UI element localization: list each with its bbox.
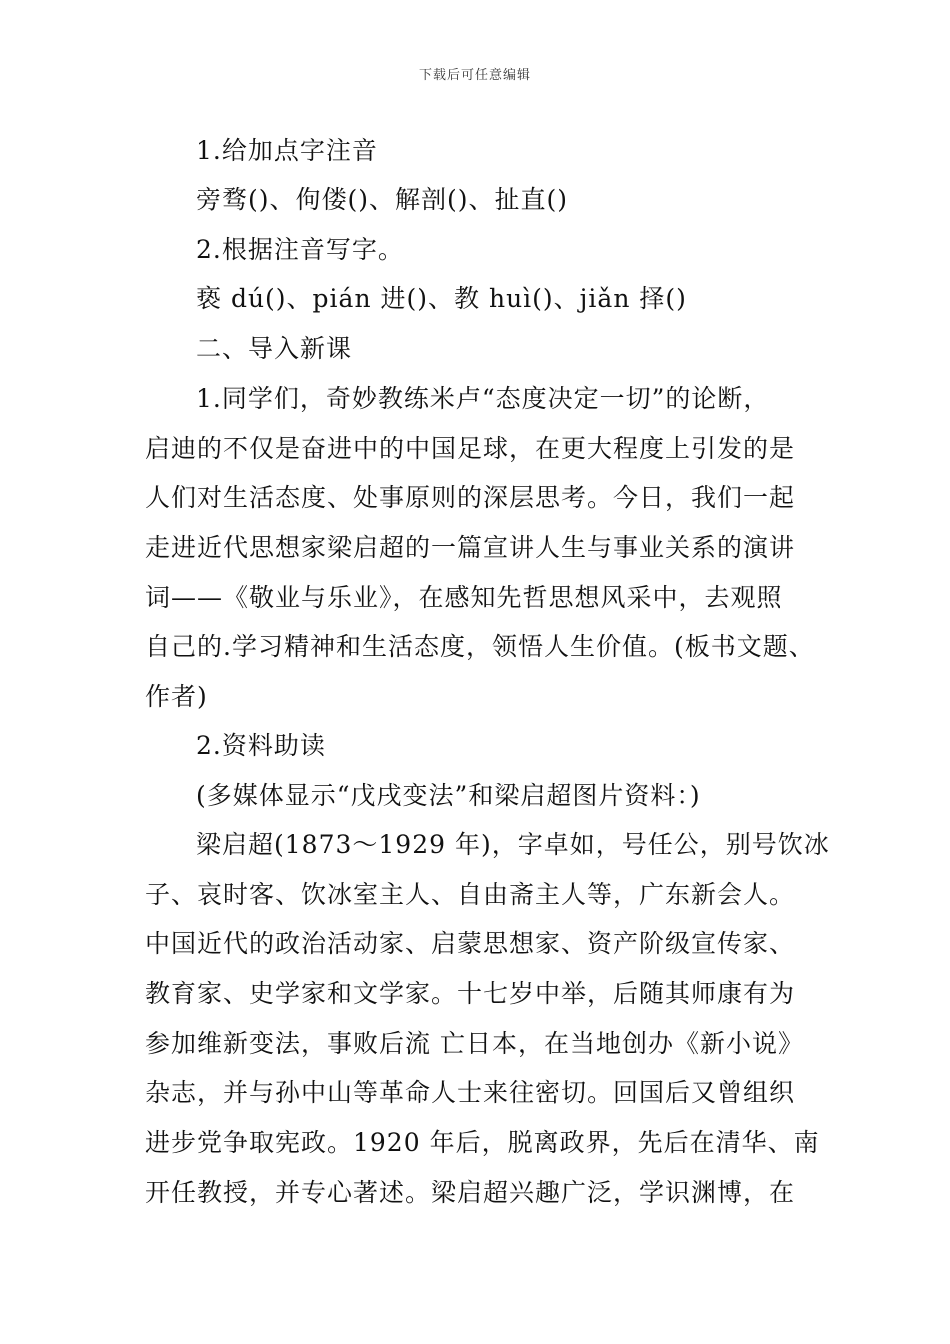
paragraph-line: 走进近代思想家梁启超的一篇宣讲人生与事业关系的演讲 (145, 533, 796, 562)
paragraph-line: 启迪的不仅是奋进中的中国足球，在更大程度上引发的是 (145, 434, 796, 463)
exercise-heading-2: 2.根据注音写字。 (196, 235, 404, 264)
paragraph-line: (多媒体显示“戊戌变法”和梁启超图片资料：) (196, 781, 701, 810)
paragraph-line: 子、哀时客、饮冰室主人、自由斋主人等，广东新会人。 (145, 880, 796, 909)
exercise-heading-1: 1.给加点字注音 (196, 136, 378, 165)
paragraph-line: 人们对生活态度、处事原则的深层思考。今日，我们一起 (145, 483, 796, 512)
section-heading: 二、导入新课 (196, 334, 353, 363)
paragraph-line: 教育家、史学家和文学家。十七岁中举，后随其师康有为 (145, 979, 796, 1008)
paragraph-line: 中国近代的政治活动家、启蒙思想家、资产阶级宣传家、 (145, 929, 796, 958)
paragraph-line: 进步党争取宪政。1920 年后，脱离政界，先后在清华、南 (145, 1128, 820, 1157)
paragraph-line: 1.同学们，奇妙教练米卢“态度决定一切”的论断， (196, 384, 770, 413)
page-header: 下载后可任意编辑 (418, 68, 531, 83)
paragraph-line: 自己的.学习精神和生活态度，领悟人生价值。(板书文题、 (145, 632, 815, 661)
exercise-items-2: 亵 dú()、pián 进()、教 huì()、jiǎn 择() (196, 284, 687, 313)
paragraph-line: 词——《敬业与乐业》，在感知先哲思想风采中，去观照 (145, 583, 783, 612)
subsection-heading: 2.资料助读 (196, 731, 326, 760)
paragraph-line: 作者) (145, 682, 208, 711)
paragraph-line: 参加维新变法，事败后流 亡日本，在当地创办《新小说》 (145, 1029, 804, 1058)
exercise-items-1: 旁骛()、佝偻()、解剖()、扯直() (196, 185, 569, 214)
paragraph-line: 开任教授，并专心著述。梁启超兴趣广泛，学识渊博，在 (145, 1178, 796, 1207)
paragraph-line: 杂志，并与孙中山等革命人士来往密切。回国后又曾组织 (145, 1078, 796, 1107)
paragraph-line: 梁启超(1873～1929 年)，字卓如，号任公，别号饮冰 (196, 830, 830, 859)
